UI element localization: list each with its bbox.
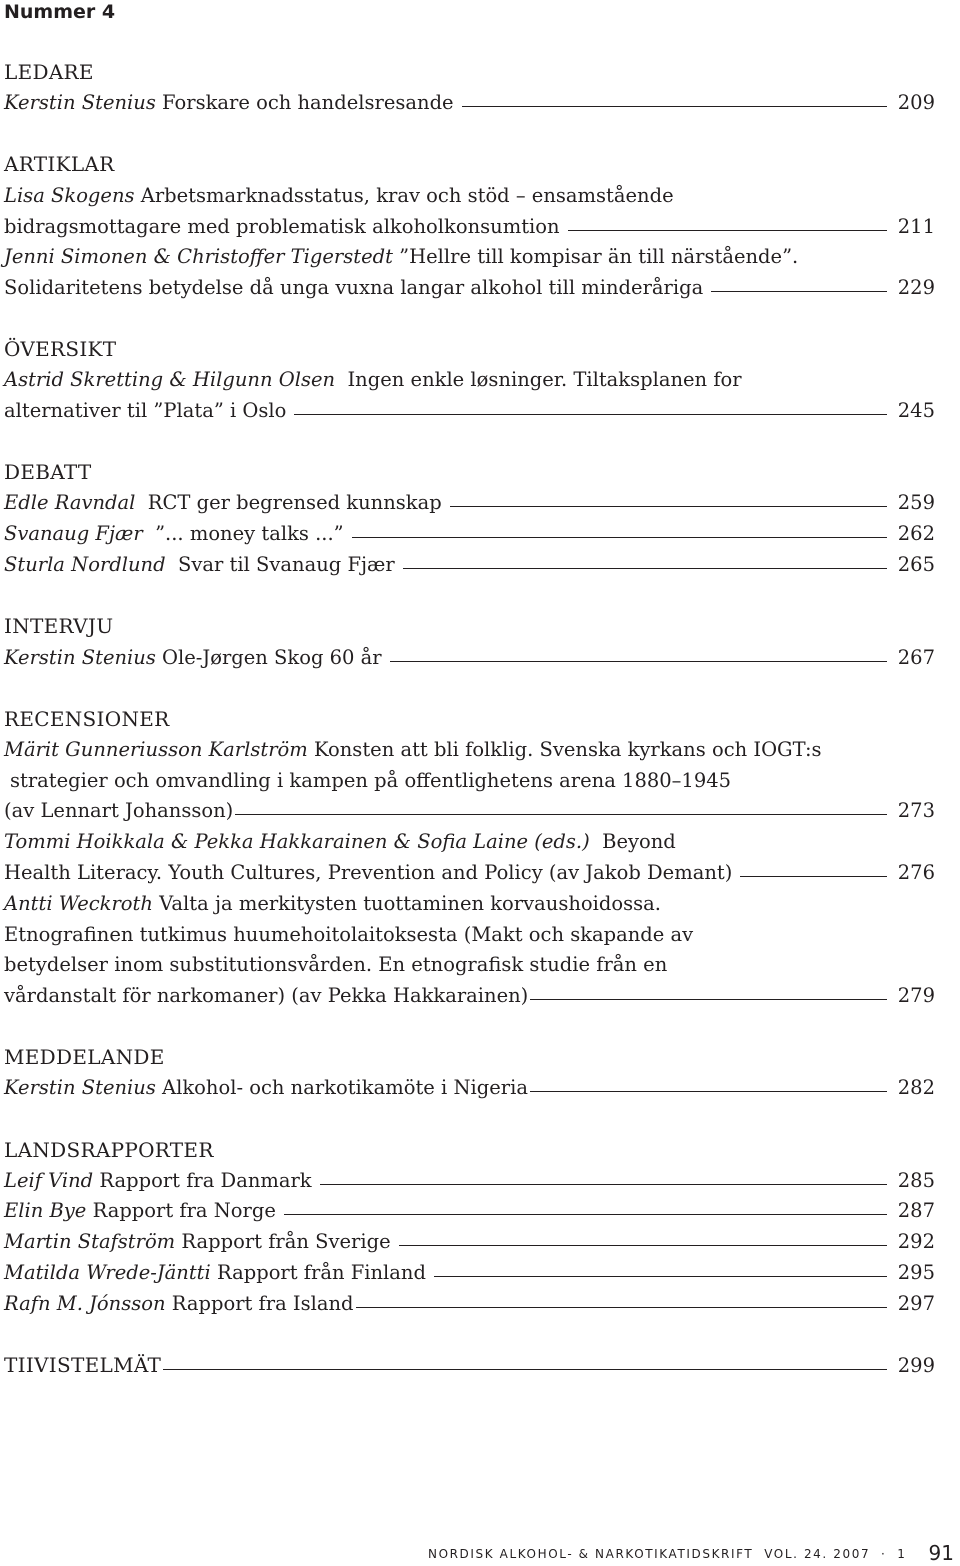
toc-entry[interactable] xyxy=(4,1291,935,1317)
entry-page: 285 xyxy=(897,1169,935,1192)
entry-title: Alkohol- och narkotikamöte i Nigeria xyxy=(162,1076,528,1099)
entry-author: Lisa Skogens xyxy=(4,184,135,207)
entry-author: Märit Gunneriusson Karlström xyxy=(4,738,308,761)
toc-entry[interactable] xyxy=(4,183,674,209)
entry-page: 211 xyxy=(897,215,935,238)
journal-name: NORDISK ALKOHOL- & NARKOTIKATIDSKRIFT xyxy=(428,1547,754,1561)
entry-author: Edle Ravndal xyxy=(4,491,136,514)
issue-number: 1 xyxy=(897,1547,907,1561)
entry-title: Ingen enkle løsninger. Tiltaksplanen for xyxy=(347,368,742,391)
entry-title: Rapport fra Norge xyxy=(92,1199,276,1222)
entry-title: Valta ja merkitysten tuottaminen korvaushoidossa. xyxy=(159,892,661,915)
entry-title: vårdanstalt för narkomaner) (av Pekka Hakkarainen) xyxy=(4,984,529,1007)
dot-leader xyxy=(235,814,887,815)
entry-title: ”... money talks ...” xyxy=(155,522,344,545)
footer-separator: · xyxy=(881,1547,887,1561)
dot-leader xyxy=(450,506,887,507)
section-heading-tiivistelmat: TIIVISTELMÄT xyxy=(4,1353,162,1377)
entry-author: Leif Vind xyxy=(4,1169,94,1192)
entry-page: 295 xyxy=(897,1261,935,1284)
entry-title: Rapport från Finland xyxy=(216,1261,426,1284)
entry-author: Jenni Simonen & Christoffer Tigerstedt xyxy=(4,245,393,268)
section-heading-artiklar: ARTIKLAR xyxy=(4,152,115,176)
toc-entry-continuation[interactable] xyxy=(4,798,935,824)
entry-title: bidragsmottagare med problematisk alkoholkonsumtion xyxy=(4,215,560,238)
dot-leader xyxy=(294,414,887,415)
entry-title: alternativer til ”Plata” i Oslo xyxy=(4,399,287,422)
entry-title: ”Hellre till kompisar än till närstående”. xyxy=(399,245,799,268)
toc-entry[interactable] xyxy=(4,737,822,763)
entry-page: 299 xyxy=(897,1354,935,1377)
toc-entry[interactable] xyxy=(4,90,935,116)
entry-title: RCT ger begrensed kunnskap xyxy=(147,491,442,514)
entry-page: 265 xyxy=(897,553,935,576)
dot-leader xyxy=(390,661,887,662)
entry-title: Arbetsmarknadsstatus, krav och stöd – ensamstående xyxy=(140,184,674,207)
toc-entry[interactable] xyxy=(4,1168,935,1194)
section-heading-debatt: DEBATT xyxy=(4,460,92,484)
dot-leader xyxy=(284,1214,887,1215)
entry-author: Kerstin Stenius xyxy=(4,1076,156,1099)
entry-title: Ole-Jørgen Skog 60 år xyxy=(162,646,382,669)
entry-page: 245 xyxy=(897,399,935,422)
entry-author: Martin Stafström xyxy=(4,1230,176,1253)
entry-title: Konsten att bli folklig. Svenska kyrkans och IOGT:s xyxy=(313,738,822,761)
toc-entry-continuation[interactable] xyxy=(4,398,935,424)
entry-author: Matilda Wrede-Jäntti xyxy=(4,1261,211,1284)
toc-entry[interactable] xyxy=(4,645,935,671)
entry-page: 279 xyxy=(897,984,935,1007)
entry-author: Astrid Skretting & Hilgunn Olsen xyxy=(4,368,336,391)
toc-entry[interactable] xyxy=(4,1352,935,1379)
dot-leader xyxy=(740,876,887,877)
toc-entry[interactable] xyxy=(4,244,798,270)
dot-leader xyxy=(530,1091,887,1092)
entry-title: Rapport fra Danmark xyxy=(99,1169,312,1192)
toc-entry-continuation[interactable] xyxy=(4,214,935,240)
toc-entry[interactable] xyxy=(4,1075,935,1101)
toc-entry-continuation[interactable] xyxy=(10,768,731,794)
entry-title: Etnografinen tutkimus huumehoitolaitoksesta (Makt och skapande av xyxy=(4,923,694,946)
entry-page: 259 xyxy=(897,491,935,514)
toc-entry-continuation[interactable] xyxy=(4,275,935,301)
toc-entry[interactable] xyxy=(4,829,676,855)
dot-leader xyxy=(711,291,887,292)
entry-page: 297 xyxy=(897,1292,935,1315)
entry-author: Tommi Hoikkala & Pekka Hakkarainen & Sofia Laine (eds.) xyxy=(4,830,590,853)
entry-title: Forskare och handelsresande xyxy=(162,91,454,114)
toc-entry[interactable] xyxy=(4,552,935,578)
section-heading-recensioner: RECENSIONER xyxy=(4,707,170,731)
dot-leader xyxy=(356,1307,887,1308)
toc-entry-continuation[interactable] xyxy=(4,983,935,1009)
section-heading-landsrapporter: LANDSRAPPORTER xyxy=(4,1138,214,1162)
entry-author: Elin Bye xyxy=(4,1199,87,1222)
toc-entry-continuation[interactable] xyxy=(4,922,693,948)
entry-page: 282 xyxy=(897,1076,935,1099)
toc-entry[interactable] xyxy=(4,521,935,547)
toc-entry[interactable] xyxy=(4,1260,935,1286)
entry-title: Health Literacy. Youth Cultures, Prevention and Policy (av Jakob Demant) xyxy=(4,861,733,884)
entry-title: betydelser inom substitutionsvården. En etnografisk studie från en xyxy=(4,953,668,976)
entry-title: strategier och omvandling i kampen på offentlighetens arena 1880–1945 xyxy=(10,769,732,792)
entry-page: 273 xyxy=(897,799,935,822)
entry-title: Solidaritetens betydelse då unga vuxna langar alkohol till minderåriga xyxy=(4,276,704,299)
entry-author: Kerstin Stenius xyxy=(4,646,156,669)
entry-title: Rapport fra Island xyxy=(171,1292,354,1315)
section-heading-intervju: INTERVJU xyxy=(4,614,114,638)
dot-leader xyxy=(399,1245,887,1246)
dot-leader xyxy=(403,568,887,569)
entry-title: (av Lennart Johansson) xyxy=(4,799,234,822)
running-footer xyxy=(428,1546,907,1562)
toc-entry[interactable] xyxy=(4,367,742,393)
entry-page: 267 xyxy=(897,646,935,669)
dot-leader xyxy=(530,999,887,1000)
toc-entry-continuation[interactable] xyxy=(4,952,667,978)
dot-leader xyxy=(352,537,887,538)
toc-entry[interactable] xyxy=(4,1198,935,1224)
entry-author: Sturla Nordlund xyxy=(4,553,166,576)
entry-title: Beyond xyxy=(602,830,676,853)
entry-page: 276 xyxy=(897,861,935,884)
entry-title: Svar til Svanaug Fjær xyxy=(178,553,395,576)
toc-entry[interactable] xyxy=(4,1229,935,1255)
issue-heading: Nummer 4 xyxy=(4,1,116,23)
entry-page: 292 xyxy=(897,1230,935,1253)
toc-entry-continuation[interactable] xyxy=(4,860,935,886)
dot-leader xyxy=(462,106,887,107)
entry-author: Svanaug Fjær xyxy=(4,522,143,545)
entry-page: 209 xyxy=(897,91,935,114)
entry-page: 262 xyxy=(897,522,935,545)
toc-entry[interactable] xyxy=(4,490,935,516)
entry-author: Rafn M. Jónsson xyxy=(4,1292,166,1315)
dot-leader xyxy=(163,1369,887,1370)
toc-entry[interactable] xyxy=(4,891,661,917)
dot-leader xyxy=(434,1276,887,1277)
dot-leader xyxy=(320,1184,887,1185)
entry-author: Kerstin Stenius xyxy=(4,91,156,114)
entry-author: Antti Weckroth xyxy=(4,892,153,915)
entry-page: 287 xyxy=(897,1199,935,1222)
section-heading-meddelande: MEDDELANDE xyxy=(4,1045,165,1069)
volume-label: VOL. 24. 2007 xyxy=(764,1547,871,1561)
dot-leader xyxy=(568,230,887,231)
section-heading-oversikt: ÖVERSIKT xyxy=(4,337,117,361)
entry-page: 229 xyxy=(897,276,935,299)
section-heading-ledare: LEDARE xyxy=(4,60,94,84)
page-number: 91 xyxy=(928,1541,954,1565)
entry-title: Rapport från Sverige xyxy=(181,1230,391,1253)
